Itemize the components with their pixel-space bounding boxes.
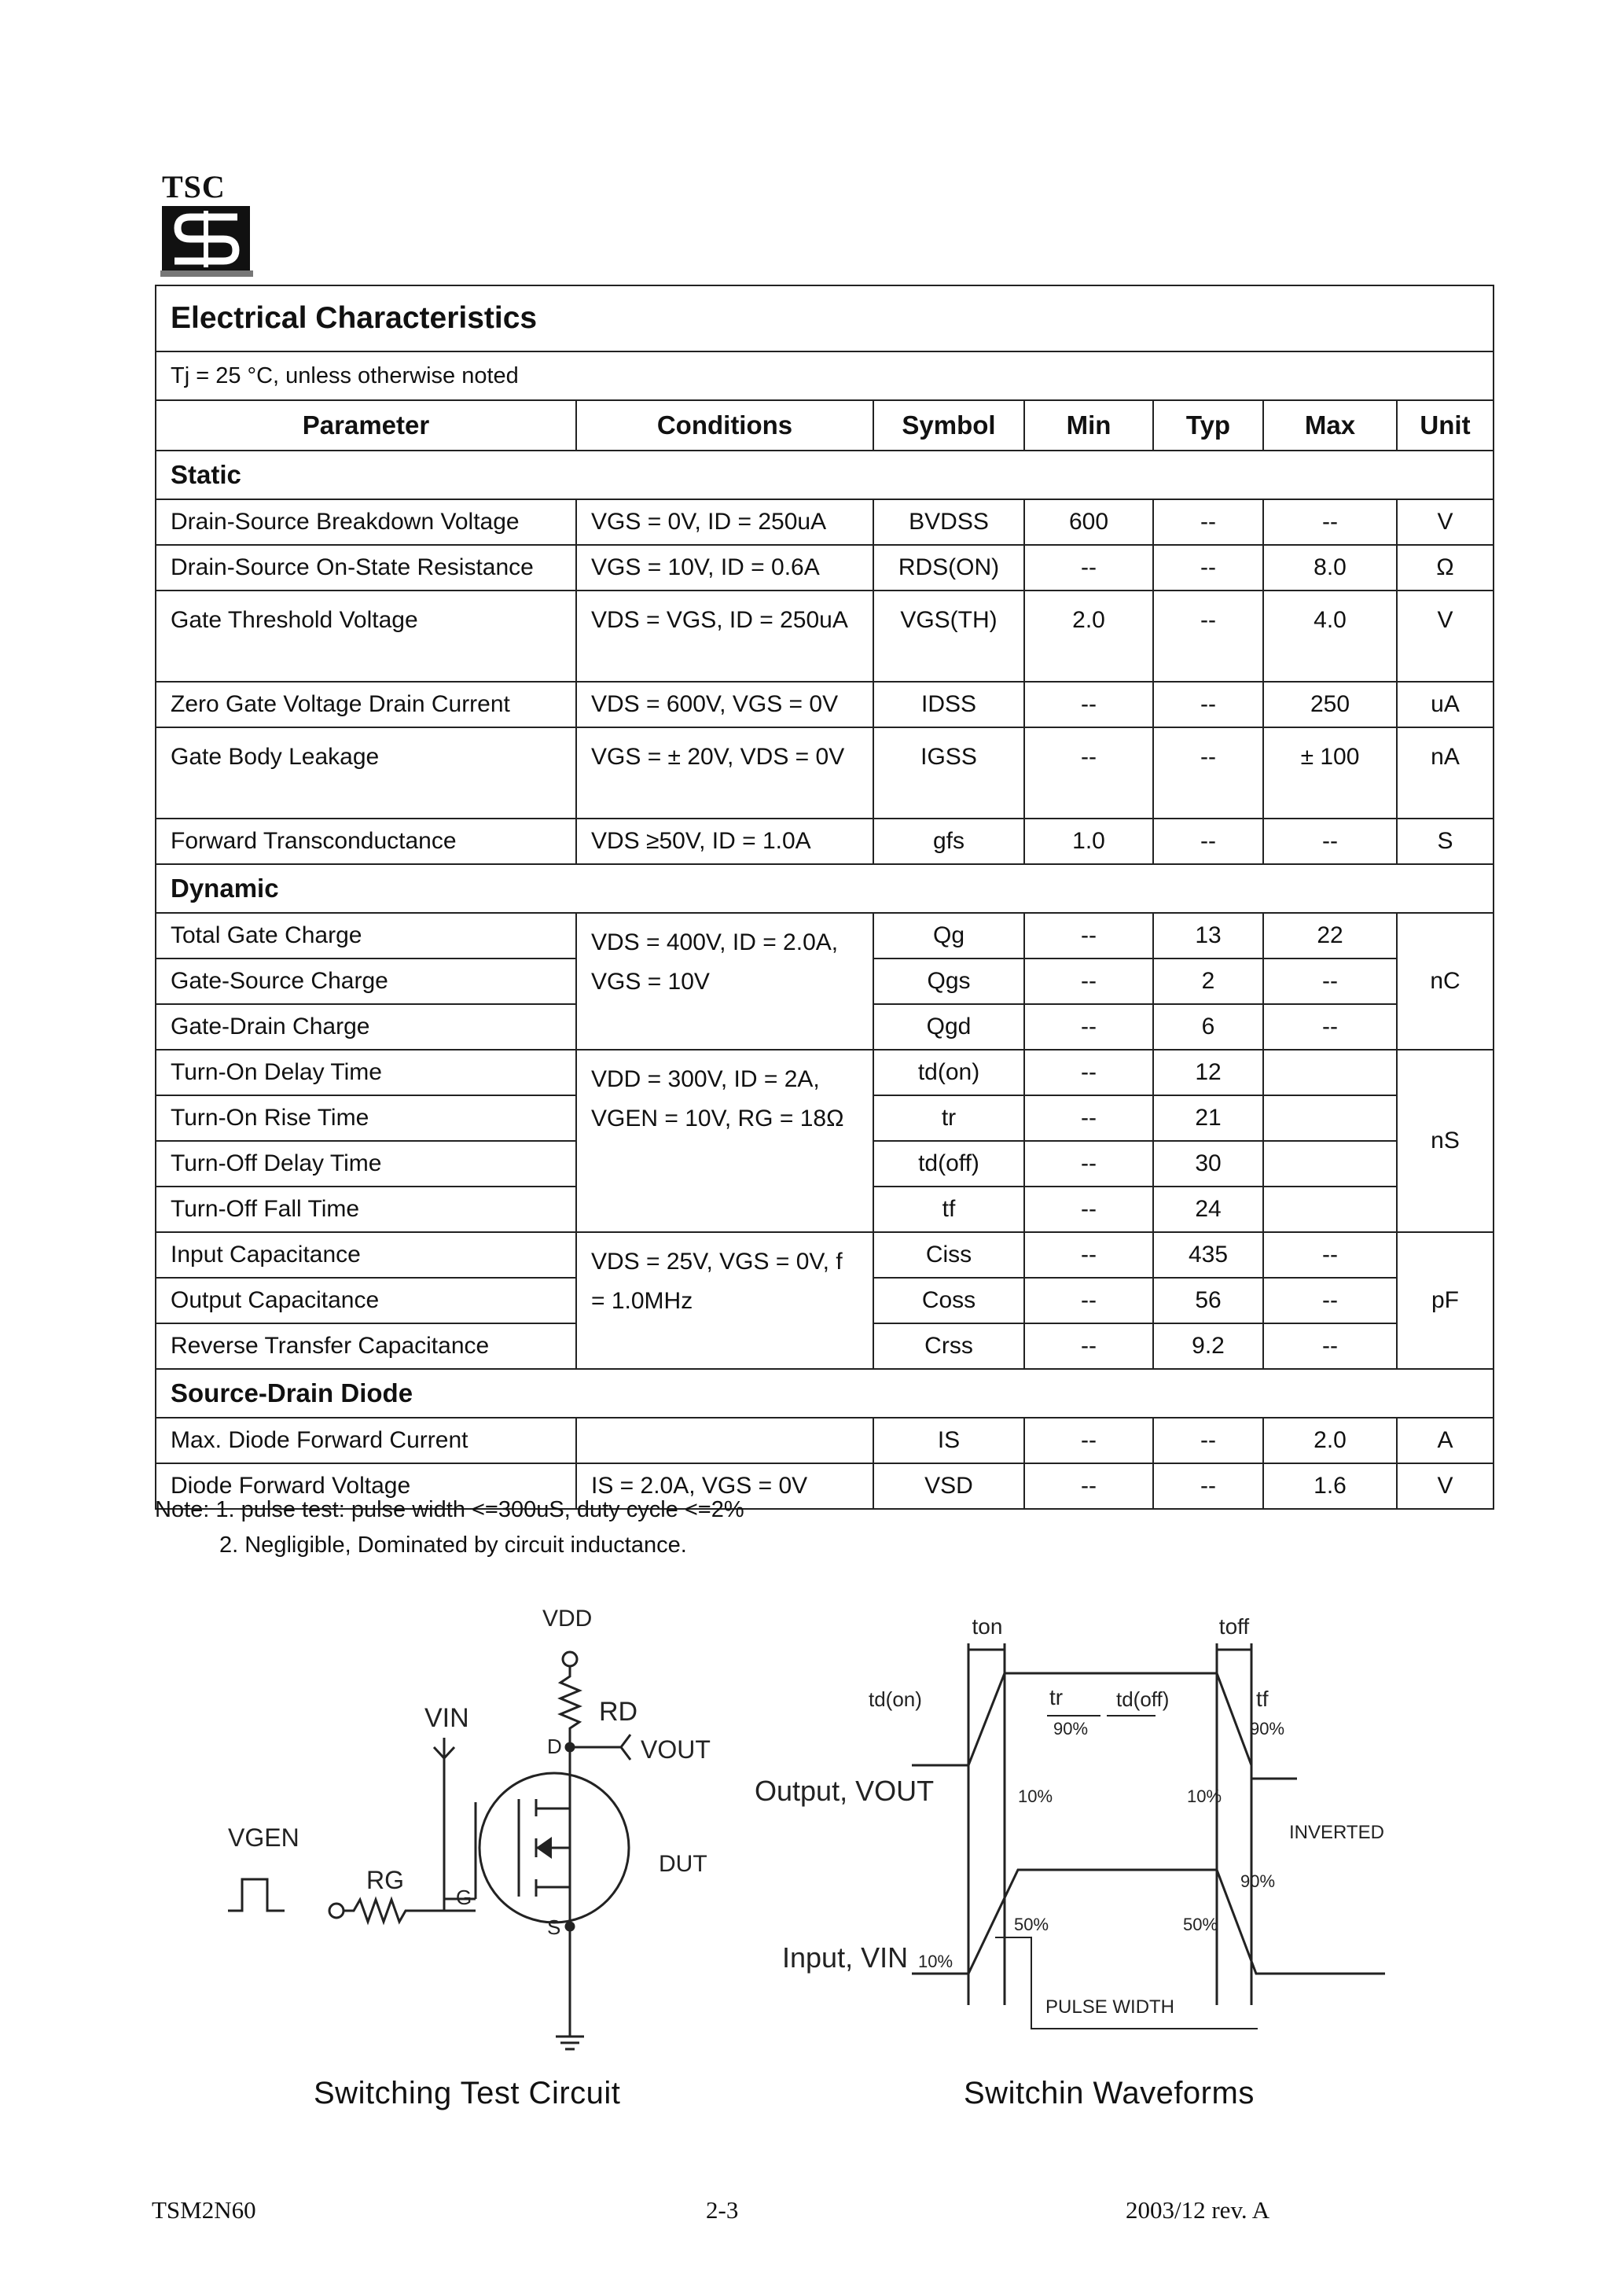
cell-max: -- bbox=[1263, 959, 1397, 1004]
cell-typ: 2 bbox=[1153, 959, 1263, 1004]
cell-conditions: IS = 2.0A, VGS = 0V bbox=[576, 1463, 873, 1509]
cell-parameter: Gate-Drain Charge bbox=[156, 1004, 576, 1050]
cell-min: -- bbox=[1024, 1463, 1153, 1509]
cell-max bbox=[1263, 1187, 1397, 1232]
waveforms-caption: Switchin Waveforms bbox=[964, 2076, 1255, 2110]
header-unit: Unit bbox=[1397, 400, 1494, 451]
cell-parameter: Diode Forward Voltage bbox=[156, 1463, 576, 1509]
cell-unit: uA bbox=[1397, 682, 1494, 727]
switching-test-circuit bbox=[212, 1596, 762, 2084]
cell-min: -- bbox=[1024, 1095, 1153, 1141]
cell-min: -- bbox=[1024, 1004, 1153, 1050]
cell-typ: 56 bbox=[1153, 1278, 1263, 1323]
cell-min: -- bbox=[1024, 1278, 1153, 1323]
cell-min: -- bbox=[1024, 682, 1153, 727]
cell-parameter: Zero Gate Voltage Drain Current bbox=[156, 682, 576, 727]
cell-typ: -- bbox=[1153, 727, 1263, 819]
label-rd: RD bbox=[599, 1697, 638, 1727]
cell-max: ± 100 bbox=[1263, 727, 1397, 819]
cell-max: -- bbox=[1263, 1323, 1397, 1369]
label-90-output-rise: 90% bbox=[1053, 1719, 1089, 1739]
label-vdd: VDD bbox=[542, 1606, 593, 1632]
cell-parameter: Output Capacitance bbox=[156, 1278, 576, 1323]
cell-typ: 24 bbox=[1153, 1187, 1263, 1232]
cell-parameter: Gate Threshold Voltage bbox=[156, 591, 576, 682]
label-10-output-fall: 10% bbox=[1187, 1786, 1222, 1806]
cell-symbol: gfs bbox=[873, 819, 1024, 864]
cell-symbol: td(on) bbox=[873, 1050, 1024, 1095]
label-inverted: INVERTED bbox=[1289, 1822, 1384, 1843]
cell-max: 4.0 bbox=[1263, 591, 1397, 682]
cell-conditions: VGS = 10V, ID = 0.6A bbox=[576, 545, 873, 591]
label-input: Input, VIN bbox=[782, 1941, 909, 1974]
table-row bbox=[156, 545, 1494, 591]
cell-symbol: IS bbox=[873, 1418, 1024, 1463]
table-row bbox=[156, 591, 1494, 682]
cell-typ: 9.2 bbox=[1153, 1323, 1263, 1369]
label-vin: VIN bbox=[424, 1703, 469, 1733]
label-toff: toff bbox=[1218, 1614, 1250, 1639]
cell-max: 8.0 bbox=[1263, 545, 1397, 591]
label-10-output-rise: 10% bbox=[1018, 1786, 1053, 1806]
cell-typ: -- bbox=[1153, 1463, 1263, 1509]
cell-symbol: IDSS bbox=[873, 682, 1024, 727]
table-row bbox=[156, 682, 1494, 727]
cell-max: -- bbox=[1263, 819, 1397, 864]
table-row bbox=[156, 499, 1494, 545]
table-row bbox=[156, 1232, 1494, 1278]
label-tf: tf bbox=[1256, 1687, 1269, 1711]
cell-parameter: Turn-Off Delay Time bbox=[156, 1141, 576, 1187]
cell-parameter: Gate-Source Charge bbox=[156, 959, 576, 1004]
cell-parameter: Drain-Source On-State Resistance bbox=[156, 545, 576, 591]
cell-symbol: Qgs bbox=[873, 959, 1024, 1004]
electrical-characteristics-table bbox=[155, 285, 1494, 1510]
rg-terminal bbox=[329, 1904, 344, 1918]
cell-parameter: Reverse Transfer Capacitance bbox=[156, 1323, 576, 1369]
label-50-input-fall: 50% bbox=[1183, 1915, 1218, 1934]
cell-symbol: Ciss bbox=[873, 1232, 1024, 1278]
table-title: Electrical Characteristics bbox=[156, 285, 1494, 351]
cell-min: -- bbox=[1024, 727, 1153, 819]
header-symbol: Symbol bbox=[873, 400, 1024, 451]
header-row bbox=[156, 400, 1494, 451]
cell-typ: 21 bbox=[1153, 1095, 1263, 1141]
vdd-terminal bbox=[563, 1652, 577, 1666]
label-tdon: td(on) bbox=[869, 1687, 922, 1711]
cell-parameter: Drain-Source Breakdown Voltage bbox=[156, 499, 576, 545]
cell-typ: -- bbox=[1153, 545, 1263, 591]
cell-parameter: Input Capacitance bbox=[156, 1232, 576, 1278]
cell-max: 250 bbox=[1263, 682, 1397, 727]
cell-unit: V bbox=[1397, 499, 1494, 545]
mosfet-arrow-icon bbox=[536, 1837, 552, 1859]
cell-max: -- bbox=[1263, 1004, 1397, 1050]
cell-min: -- bbox=[1024, 545, 1153, 591]
cell-max: 1.6 bbox=[1263, 1463, 1397, 1509]
cell-typ: 12 bbox=[1153, 1050, 1263, 1095]
table-row bbox=[156, 913, 1494, 959]
cell-unit: nS bbox=[1397, 1050, 1494, 1232]
cell-symbol: Coss bbox=[873, 1278, 1024, 1323]
table-row bbox=[156, 819, 1494, 864]
cell-min: -- bbox=[1024, 1187, 1153, 1232]
cell-conditions: VDS = 600V, VGS = 0V bbox=[576, 682, 873, 727]
cell-typ: -- bbox=[1153, 499, 1263, 545]
cell-conditions: VDS = 25V, VGS = 0V, f = 1.0MHz bbox=[576, 1232, 873, 1369]
footer-page-number: 2-3 bbox=[706, 2196, 739, 2224]
table-row bbox=[156, 727, 1494, 819]
cell-max: 22 bbox=[1263, 913, 1397, 959]
condition-note: Tj = 25 °C, unless otherwise noted bbox=[156, 351, 1494, 400]
label-pulse-width: PULSE WIDTH bbox=[1045, 1996, 1175, 2018]
label-rg: RG bbox=[366, 1866, 404, 1894]
label-s: S bbox=[547, 1915, 561, 1939]
cell-symbol: td(off) bbox=[873, 1141, 1024, 1187]
cell-max: -- bbox=[1263, 1232, 1397, 1278]
cell-unit: nA bbox=[1397, 727, 1494, 819]
cell-typ: 13 bbox=[1153, 913, 1263, 959]
cell-conditions: VGS = 0V, ID = 250uA bbox=[576, 499, 873, 545]
tsc-logo-icon bbox=[160, 203, 253, 277]
cell-unit: V bbox=[1397, 1463, 1494, 1509]
cell-symbol: IGSS bbox=[873, 727, 1024, 819]
cell-unit: S bbox=[1397, 819, 1494, 864]
cell-symbol: RDS(ON) bbox=[873, 545, 1024, 591]
cell-conditions: VDD = 300V, ID = 2A, VGEN = 10V, RG = 18Ω bbox=[576, 1050, 873, 1232]
label-tdoff: td(off) bbox=[1116, 1687, 1170, 1711]
cell-min: -- bbox=[1024, 1050, 1153, 1095]
cell-unit: V bbox=[1397, 591, 1494, 682]
cell-symbol: BVDSS bbox=[873, 499, 1024, 545]
label-vout: VOUT bbox=[641, 1735, 711, 1764]
cell-min: -- bbox=[1024, 913, 1153, 959]
header-conditions: Conditions bbox=[576, 400, 873, 451]
cell-symbol: VGS(TH) bbox=[873, 591, 1024, 682]
cell-typ: -- bbox=[1153, 591, 1263, 682]
label-dut: DUT bbox=[659, 1851, 707, 1877]
cell-unit: nC bbox=[1397, 913, 1494, 1050]
note-2: 2. Negligible, Dominated by circuit inductance. bbox=[219, 1533, 687, 1558]
cell-unit: Ω bbox=[1397, 545, 1494, 591]
cell-parameter: Forward Transconductance bbox=[156, 819, 576, 864]
label-vgen: VGEN bbox=[228, 1823, 299, 1852]
cell-parameter: Gate Body Leakage bbox=[156, 727, 576, 819]
switching-waveforms bbox=[747, 1596, 1423, 2052]
circuit-caption: Switching Test Circuit bbox=[314, 2076, 621, 2110]
section-source-drain-diode: Source-Drain Diode bbox=[156, 1369, 1494, 1418]
cell-symbol: VSD bbox=[873, 1463, 1024, 1509]
cell-min: -- bbox=[1024, 959, 1153, 1004]
header-min: Min bbox=[1024, 400, 1153, 451]
cell-max: -- bbox=[1263, 1278, 1397, 1323]
footer-part-number: TSM2N60 bbox=[152, 2196, 256, 2224]
header-max: Max bbox=[1263, 400, 1397, 451]
section-static: Static bbox=[156, 451, 1494, 499]
vgen-pulse-icon bbox=[228, 1879, 285, 1911]
cell-symbol: Crss bbox=[873, 1323, 1024, 1369]
cell-unit: pF bbox=[1397, 1232, 1494, 1369]
logo-text: TSC bbox=[162, 169, 226, 204]
table-row bbox=[156, 1418, 1494, 1463]
header-typ: Typ bbox=[1153, 400, 1263, 451]
label-g: G bbox=[456, 1886, 472, 1909]
section-dynamic: Dynamic bbox=[156, 864, 1494, 913]
cell-min: 2.0 bbox=[1024, 591, 1153, 682]
label-tr: tr bbox=[1049, 1685, 1064, 1709]
cell-max: 2.0 bbox=[1263, 1418, 1397, 1463]
cell-typ: 6 bbox=[1153, 1004, 1263, 1050]
cell-typ: 435 bbox=[1153, 1232, 1263, 1278]
cell-max: -- bbox=[1263, 499, 1397, 545]
cell-min: -- bbox=[1024, 1232, 1153, 1278]
cell-symbol: tr bbox=[873, 1095, 1024, 1141]
cell-max bbox=[1263, 1095, 1397, 1141]
cell-parameter: Turn-On Rise Time bbox=[156, 1095, 576, 1141]
cell-symbol: Qg bbox=[873, 913, 1024, 959]
cell-parameter: Max. Diode Forward Current bbox=[156, 1418, 576, 1463]
cell-typ: -- bbox=[1153, 682, 1263, 727]
cell-min: 1.0 bbox=[1024, 819, 1153, 864]
cell-parameter: Turn-Off Fall Time bbox=[156, 1187, 576, 1232]
cell-min: -- bbox=[1024, 1141, 1153, 1187]
cell-conditions: VDS = 400V, ID = 2.0A, VGS = 10V bbox=[576, 913, 873, 1050]
cell-symbol: Qgd bbox=[873, 1004, 1024, 1050]
cell-min: 600 bbox=[1024, 499, 1153, 545]
cell-typ: -- bbox=[1153, 1418, 1263, 1463]
cell-symbol: tf bbox=[873, 1187, 1024, 1232]
input-waveform bbox=[912, 1870, 1385, 1974]
label-90-input: 90% bbox=[1240, 1871, 1276, 1891]
cell-min: -- bbox=[1024, 1418, 1153, 1463]
table-row bbox=[156, 1050, 1494, 1095]
label-10-input: 10% bbox=[918, 1952, 953, 1971]
cell-parameter: Turn-On Delay Time bbox=[156, 1050, 576, 1095]
cell-typ: 30 bbox=[1153, 1141, 1263, 1187]
cell-unit: A bbox=[1397, 1418, 1494, 1463]
rd-resistor bbox=[560, 1666, 579, 1747]
cell-min: -- bbox=[1024, 1323, 1153, 1369]
cell-conditions: VGS = ± 20V, VDS = 0V bbox=[576, 727, 873, 819]
cell-parameter: Total Gate Charge bbox=[156, 913, 576, 959]
label-output: Output, VOUT bbox=[755, 1775, 935, 1807]
label-50-input-rise: 50% bbox=[1014, 1915, 1049, 1934]
note-1: Note: 1. pulse test: pulse width <=300uS, duty cycle <=2% bbox=[155, 1497, 744, 1522]
label-90-output-fall: 90% bbox=[1250, 1719, 1285, 1739]
label-ton: ton bbox=[972, 1614, 1003, 1639]
cell-max bbox=[1263, 1141, 1397, 1187]
cell-conditions: VDS = VGS, ID = 250uA bbox=[576, 591, 873, 682]
footer-revision: 2003/12 rev. A bbox=[1126, 2196, 1270, 2224]
label-d: D bbox=[547, 1735, 562, 1758]
cell-conditions: VDS ≥50V, ID = 1.0A bbox=[576, 819, 873, 864]
cell-conditions bbox=[576, 1418, 873, 1463]
header-parameter: Parameter bbox=[156, 400, 576, 451]
cell-max bbox=[1263, 1050, 1397, 1095]
cell-typ: -- bbox=[1153, 819, 1263, 864]
